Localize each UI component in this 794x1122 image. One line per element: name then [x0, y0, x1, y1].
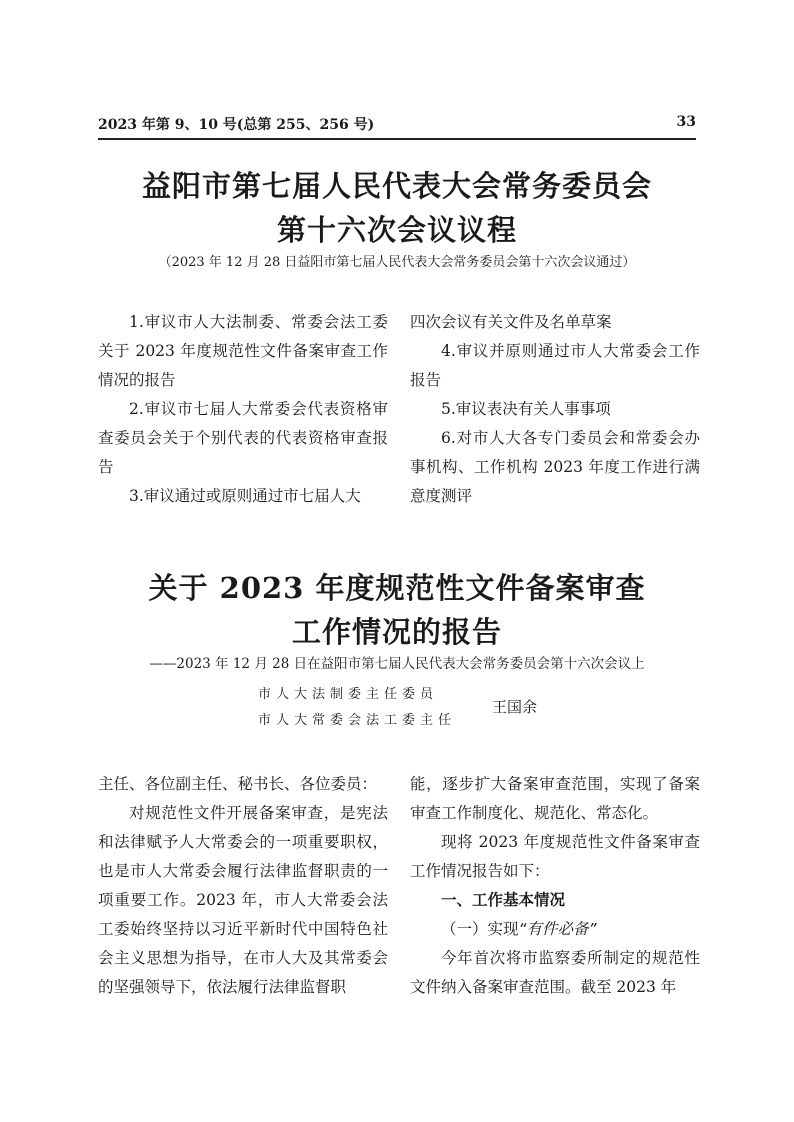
report-paragraph-2: 现将 2023 年度规范性文件备案审查工作情况报告如下：	[410, 833, 700, 880]
report-paragraph-3: 今年首次将市监察委所制定的规范性文件纳入备案审查范围。截至 2023 年	[410, 949, 700, 996]
agenda-item-2: 2.审议市七届人大常委会代表资格审查委员会关于个别代表的代表资格审查报告	[98, 400, 388, 476]
report-left-column	[98, 770, 388, 1002]
page-number: 33	[676, 114, 696, 130]
agenda-right-column	[410, 308, 700, 511]
salutation: 主任、各位副主任、秘书长、各位委员：	[98, 775, 378, 793]
agenda-item-3: 3.审议通过或原则通过市七届人大	[129, 487, 361, 505]
agenda-item-1: 1.审议市人大法制委、常委会法工委关于 2023 年度规范性文件备案审查工作情况的报告	[98, 313, 388, 389]
agenda-title-line-2: 第十六次会议议程	[276, 213, 517, 247]
agenda-item-4: 4.审议并原则通过市人大常委会工作报告	[410, 342, 700, 389]
speaker-roles	[258, 682, 456, 734]
report-title-line-2: 工作情况的报告	[291, 615, 502, 649]
agenda-item-3-continuation: 四次会议有关文件及名单草案	[410, 313, 612, 331]
agenda-subtitle: （2023 年 12 月 28 日益阳市第七届人民代表大会常务委员会第十六次会议通过）	[158, 255, 636, 270]
agenda-left-column	[98, 308, 388, 511]
subsection-emphasis: “有件必备”	[518, 920, 597, 938]
speaker-role-2: 市人大常委会法工委主任	[258, 713, 457, 728]
subsection-heading	[410, 915, 700, 944]
report-right-column	[410, 770, 700, 1002]
speaker-name: 王国余	[492, 698, 538, 716]
report-paragraph-1: 对规范性文件开展备案审查，是宪法和法律赋予人大常委会的一项重要职权，也是市人大常委会履行法律监督职责的一项重要工作。2023 年，市人大常委会法工委始终坚持以习近平新时代中国特色社会主义思想为指导，在市人大及其常委会的坚强领导下，依法履行法律监督职	[98, 804, 388, 996]
page-header	[98, 114, 696, 140]
report-title	[0, 566, 794, 654]
subsection-prefix: （一）实现	[441, 920, 519, 938]
agenda-title	[0, 164, 794, 252]
section-heading: 一、工作基本情况	[441, 891, 566, 909]
report-paragraph-1-continuation: 能，逐步扩大备案审查范围，实现了备案审查工作制度化、规范化、常态化。	[410, 775, 700, 822]
agenda-item-5: 5.审议表决有关人事事项	[441, 400, 611, 418]
issue-label: 2023 年第 9、10 号(总第 255、256 号)	[98, 117, 375, 133]
speaker-block	[258, 682, 558, 738]
report-subtitle: ——2023 年 12 月 28 日在益阳市第七届人民代表大会常务委员会第十六次会议上	[149, 656, 645, 672]
agenda-item-6: 6.对市人大各专门委员会和常委会办事机构、工作机构 2023 年度工作进行满意度测评	[410, 429, 700, 505]
speaker-role-1: 市人大法制委主任委员	[258, 687, 439, 702]
report-title-line-1: 关于 2023 年度规范性文件备案审查	[148, 571, 646, 605]
agenda-title-line-1: 益阳市第七届人民代表大会常务委员会	[141, 169, 652, 203]
